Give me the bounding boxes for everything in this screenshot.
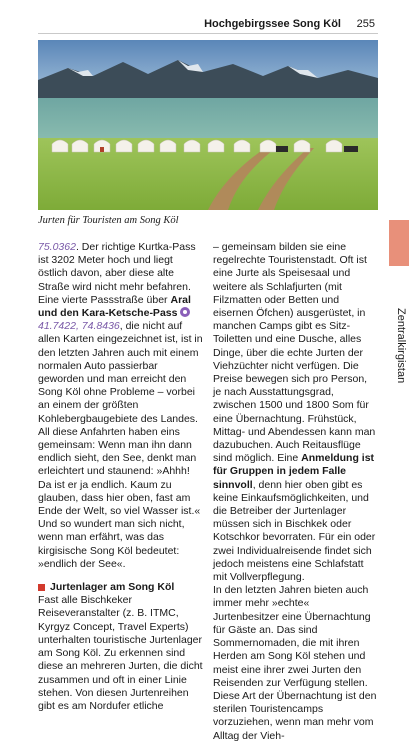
paragraph: In den letzten Jahren bieten auch immer mehr »echte« Jurtenbesitzer eine Übernachtung für Gäste an. Das sind Sommernomaden, die mit ihren Herden am Song Köl stehen und meist eine ihrer zwei Jurten den Reisenden zur Verfügung stellen. Diese Art der Übernachtung ist den sterilen Touristencamps vorzuziehen, wenn man mehr vom Alltag der Vieh-	[213, 584, 377, 742]
paragraph-text: . Der richtige Kurtka-Pass ist 3202 Meter hoch und liegt östlich davon, aber diese alte Straße wird nicht mehr befahren.	[38, 241, 196, 293]
paragraph	[38, 294, 203, 426]
text-column-right	[213, 241, 378, 743]
section-heading-text: Jurtenlager am Song Köl	[50, 581, 175, 594]
paragraph: Fast alle Bischkeker Reiseveranstalter (z. B. ITMC, Kyrgyz Concept, Travel Experts) unterhalten touristische Jurtenlager am Song Köl. Zu erkennen sind diese an mehreren Jurten, die dicht zusammen und oft in einer Linie stehen. Von diesen Jurtenreihen gibt es am Nordufer etliche	[38, 594, 203, 712]
paragraph-text: , die nicht auf allen Karten eingezeichnet ist, ist in den letzten Jahren auch mit einem normalen Auto passierbar geworden und man erreicht den Song Köl ohne Probleme – vorbei an einem der größten Kohlebergbaugebiete des Landes.	[38, 320, 203, 425]
gps-pin-icon	[180, 307, 190, 317]
highlight-text: Anmeldung ist für Gruppen in jedem Falle sinnvoll	[213, 452, 375, 491]
paragraph	[213, 241, 378, 584]
page-number: 255	[356, 18, 375, 30]
paragraph	[38, 241, 203, 294]
paragraph-text: , denn hier oben gibt es keine Einkaufsmöglichkeiten, und die Betreiber der Jurtenlager müssen sich in Bischkek oder Kotschkor bevorraten. Für ein oder zwei Individualreisende findet sich jedoch meistens eine Schlafstatt mit Vollverpflegung.	[213, 478, 376, 584]
paragraph: All diese Anfahrten haben eins gemeinsam: Wenn man ihn dann endlich sieht, den See, denkt man erleichtert und staunend: »Ahhh! Da ist er ja endlich. Kaum zu glauben, dass hier oben, fast am Ende der Welt, so viel Wasser ist.« Und so wundert man sich nicht, wenn man erfährt, was das kirgisische Song Köl bedeutet: »endlich der See«.	[38, 425, 201, 570]
chapter-side-tab	[389, 220, 409, 266]
paragraph-text: Eine vierte Passstraße über	[38, 293, 171, 306]
gps-coordinate: 41.7422, 74.8436	[38, 320, 120, 333]
section-heading	[38, 581, 203, 594]
paragraph-text: – gemeinsam bilden sie eine regelrechte Touristenstadt. Oft ist eine Jurte als Speisesaal und weitere als Schlafjurten (mit Filzmatten oder Betten und eisernen Öfchen) ausgerüstet, in manchen Camps gibt es Sitz-Toiletten und eine Dusche, alles Dinge, über die echte Jurten der Viehzüchter nicht verfügen. Die Preise bewegen sich pro Person, je nach Ausstattungsgrad, zwischen 1500 und 1800 Som für eine Übernachtung. Frühstück, Mittag- und Abendessen kann man dazubuchen. Auch Reitausflüge sind möglich. Eine	[213, 241, 376, 465]
photo-jurten-song-koel	[38, 40, 378, 210]
highlight-text: Aral und den Kara-Ketsche-Pass	[38, 293, 191, 320]
chapter-side-label: Zentralkirgistan	[395, 308, 407, 384]
text-column-left	[38, 241, 203, 713]
running-header-title: Hochgebirgssee Song Köl	[204, 18, 341, 30]
header-rule	[38, 33, 378, 34]
photo-caption: Jurten für Touristen am Song Köl	[38, 215, 179, 226]
gps-coordinate: 75.0362	[38, 241, 76, 253]
square-bullet-icon	[38, 584, 45, 591]
